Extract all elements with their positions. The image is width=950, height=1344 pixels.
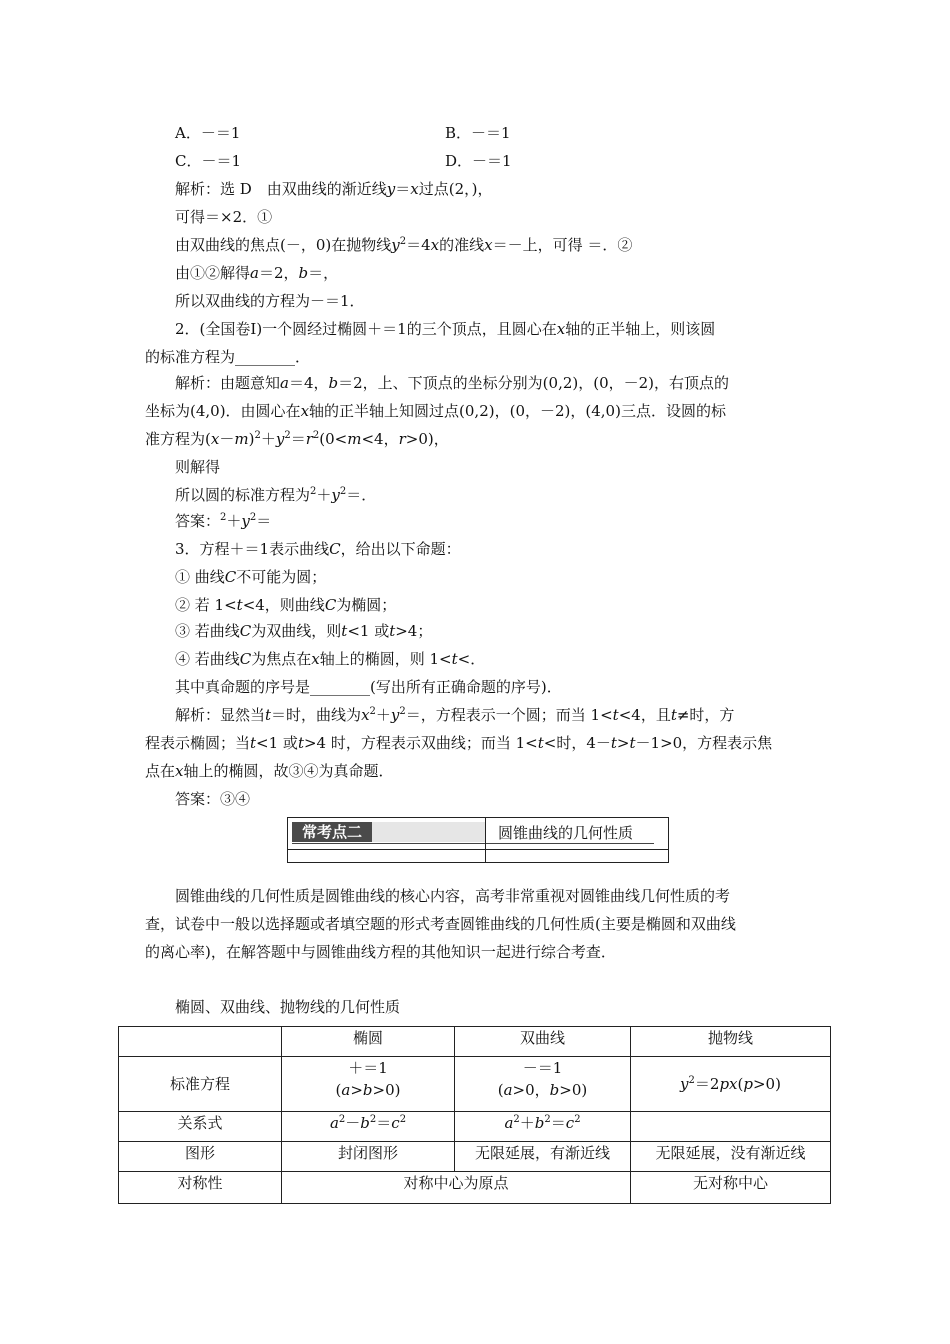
q1-solution-line1: 解析：选 D 由双曲线的渐近线y＝x过点(2，)， bbox=[175, 180, 493, 198]
header-empty bbox=[119, 1027, 282, 1057]
q3-question: 其中真命题的序号是________(写出所有正确命题的序号)． bbox=[175, 678, 562, 696]
section-divider bbox=[292, 843, 654, 844]
header-parabola: 抛物线 bbox=[631, 1027, 831, 1057]
q3-proposition-2: ② 若 1<t<4，则曲线C为椭圆； bbox=[175, 596, 397, 614]
option-d: D．－＝1 bbox=[445, 152, 512, 170]
row-label-symmetry: 对称性 bbox=[119, 1172, 282, 1204]
q2-stem-line2: 的标准方程为________． bbox=[145, 348, 311, 366]
intro-line3: 的离心率)，在解答题中与圆锥曲线方程的其他知识一起进行综合考查． bbox=[145, 943, 616, 961]
option-b: B．－＝1 bbox=[445, 124, 511, 142]
section-rule bbox=[288, 849, 668, 850]
intro-line2: 查，试卷中一般以选择题或者填空题的形式考查圆锥曲线的几何性质(主要是椭圆和双曲线 bbox=[145, 915, 736, 933]
hyperbola-shape: 无限延展，有渐近线 bbox=[455, 1142, 631, 1172]
option-a: A．－＝1 bbox=[175, 124, 241, 142]
q1-solution-line2: 可得＝×2．① bbox=[175, 208, 273, 226]
table-row-symmetry bbox=[119, 1172, 831, 1204]
q2-solution-line4: 则解得 bbox=[175, 458, 221, 476]
hyperbola-relation: $a^2+b^2=c^2$ bbox=[455, 1112, 631, 1142]
parabola-relation bbox=[631, 1112, 831, 1142]
table-row-relation bbox=[119, 1112, 831, 1142]
q3-proposition-4: ④ 若曲线C为焦点在x轴上的椭圆，则 1<t<． bbox=[175, 650, 486, 668]
q2-stem-line1: 2．(全国卷Ⅰ)一个圆经过椭圆＋＝1的三个顶点，且圆心在x轴的正半轴上，则该圆 bbox=[175, 320, 716, 338]
q2-solution-line1: 解析：由题意知a＝4，b＝2，上、下顶点的坐标分别为(0,2)，(0，－2)，右顶点的 bbox=[175, 374, 730, 392]
section-header bbox=[287, 817, 669, 863]
parabola-shape: 无限延展，没有渐近线 bbox=[631, 1142, 831, 1172]
q3-solution-line2: 程表示椭圆；当t<1 或t>4 时，方程表示双曲线；而当 1<t<时，4－t>t－1>0，方程表示焦 bbox=[145, 734, 773, 752]
section-split bbox=[485, 818, 486, 862]
q2-solution-line5: 所以圆的标准方程为$^2+y^2=$． bbox=[175, 486, 377, 504]
header-hyperbola: 双曲线 bbox=[455, 1027, 631, 1057]
section-title: 圆锥曲线的几何性质 bbox=[498, 824, 634, 842]
header-ellipse: 椭圆 bbox=[282, 1027, 455, 1057]
section-tag: 常考点二 bbox=[292, 822, 372, 842]
option-c: C．－＝1 bbox=[175, 152, 242, 170]
q3-stem: 3．方程＋＝1表示曲线C，给出以下命题： bbox=[175, 540, 461, 558]
q3-answer: 答案：③④ bbox=[175, 790, 251, 808]
table-row-standard-equation bbox=[119, 1057, 831, 1112]
q1-solution-line4: 由①②解得a＝2，b＝， bbox=[175, 264, 339, 282]
q3-proposition-3: ③ 若曲线C为双曲线，则t<1 或t>4； bbox=[175, 622, 433, 640]
row-label-relation: 关系式 bbox=[119, 1112, 282, 1142]
q2-answer: 答案：$^2+y^2=$ bbox=[175, 512, 272, 530]
row-label-shape: 图形 bbox=[119, 1142, 282, 1172]
intro-line1: 圆锥曲线的几何性质是圆锥曲线的核心内容，高考非常重视对圆锥曲线几何性质的考 bbox=[175, 887, 731, 905]
section-tag-bar bbox=[372, 822, 486, 842]
table-header-row bbox=[119, 1027, 831, 1057]
parabola-symmetry: 无对称中心 bbox=[631, 1172, 831, 1204]
q3-proposition-1: ① 曲线C不可能为圆； bbox=[175, 568, 327, 586]
q2-solution-line3: 准方程为$(x-m)^2+y^2=r^2(0<m<4$，r>0)， bbox=[145, 430, 449, 448]
ellipse-shape: 封闭图形 bbox=[282, 1142, 455, 1172]
hyperbola-equation: －＝1 (a>0，b>0) bbox=[455, 1057, 631, 1112]
ellipse-relation: $a^2-b^2=c^2$ bbox=[282, 1112, 455, 1142]
table-caption: 椭圆、双曲线、抛物线的几何性质 bbox=[175, 998, 401, 1016]
parabola-equation: $y^2=2px(p>0)$ bbox=[631, 1057, 831, 1112]
q1-solution-line5: 所以双曲线的方程为－＝1． bbox=[175, 292, 365, 310]
table-row-shape bbox=[119, 1142, 831, 1172]
q3-solution-line1: 解析：显然当t＝时，曲线为$x^2+y^2=$，方程表示一个圆；而当 1<t<4，且t≠时，方 bbox=[175, 706, 735, 724]
q2-solution-line2: 坐标为(4,0)．由圆心在x轴的正半轴上知圆过点(0,2)，(0，－2)，(4,0)三点．设圆的标 bbox=[145, 402, 726, 420]
q3-solution-line3: 点在x轴上的椭圆，故③④为真命题． bbox=[145, 762, 394, 780]
properties-table bbox=[118, 1026, 831, 1204]
ellipse-equation: ＋＝1 (a>b>0) bbox=[282, 1057, 455, 1112]
row-label-standard-equation: 标准方程 bbox=[119, 1057, 282, 1112]
ellipse-hyperbola-symmetry: 对称中心为原点 bbox=[282, 1172, 631, 1204]
q1-solution-line3: 由双曲线的焦点(－，0)在抛物线$y^2=4x$的准线x＝－上，可得 ＝．② bbox=[175, 236, 633, 254]
